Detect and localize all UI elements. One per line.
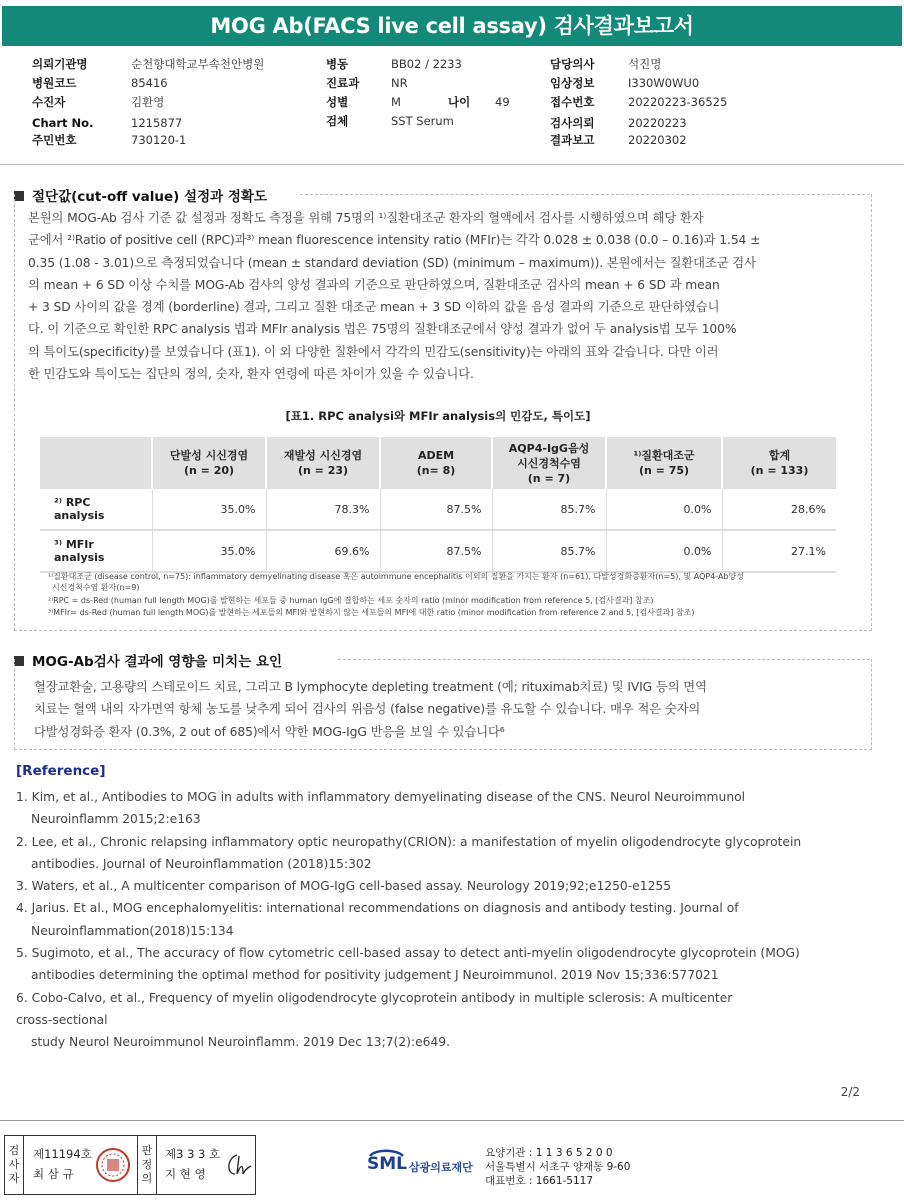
- info-divider: [0, 164, 904, 165]
- table-header: 합계 (n = 133): [722, 437, 836, 489]
- table-header: ¹⁾질환대조군 (n = 75): [606, 437, 722, 489]
- text-line: 군에서 ²⁾Ratio of positive cell (RPC)과³⁾ mean fluorescence intensity ratio (MFIr)는 각각 0.028 ± 0.038 (0.0 – 0.16)과 1.54 ±: [28, 233, 761, 248]
- reference-heading: [Reference]: [16, 763, 106, 779]
- table-cell: 78.3%: [266, 489, 380, 530]
- signature-icon: [223, 1150, 253, 1180]
- value-specimen: SST Serum: [391, 114, 454, 128]
- table-footnote: 시신경척수염 환자(n=9): [52, 583, 140, 592]
- judge-name: 지 현 영: [165, 1167, 206, 1181]
- table-row: [40, 489, 836, 530]
- judge-label: 판정의: [137, 1136, 157, 1194]
- tester-name: 최 삼 규: [33, 1167, 74, 1181]
- table-footnote: ³⁾MFIr= ds-Red (human full length MOG)를 발현하는 세포들의 MFI와 발현하지 않는 세포들의 MFI에 대한 ratio (minor modification from reference 2 and 5, [검사결과] 참조): [48, 608, 695, 617]
- institution-code: 요양기관 : 1 1 3 6 5 2 0 0: [485, 1147, 613, 1159]
- table-cell: 35.0%: [152, 530, 266, 572]
- reference-line: 2. Lee, et al., Chronic relapsing inflammatory optic neuropathy(CRION): a manifestation of myelin oligodendrocyte glycoprotein: [16, 834, 802, 849]
- reference-line: 4. Jarius. Et al., MOG encephalomyelitis: international recommendations on diagnosis and antibody testing. Journal of: [16, 901, 739, 916]
- value-ward: BB02 / 2233: [391, 57, 462, 71]
- seal-icon: [95, 1147, 131, 1183]
- table-cell: 35.0%: [152, 489, 266, 530]
- label-ward: 병동: [326, 57, 349, 71]
- table-row: [40, 530, 836, 572]
- address: 서울특별시 서초구 양재동 9-60: [485, 1161, 631, 1173]
- label-receipt-no: 접수번호: [550, 95, 595, 109]
- reference-line: Neuroinflammation(2018)15:134: [31, 923, 234, 938]
- table-corner: [40, 437, 152, 489]
- value-age: 49: [495, 95, 510, 109]
- value-sex: M: [391, 95, 401, 109]
- text-line: 0.35 (1.08 - 3.01)으로 측정되었습니다 (mean ± standard deviation (SD) (minimum – maximum)). 본원에서는 질환대조군 검사: [28, 255, 756, 270]
- table-header: 재발성 시신경염 (n = 23): [266, 437, 380, 489]
- table-footnote: ¹⁾질환대조군 (disease control, n=75): inflammatory demyelinating disease 혹은 autoimmune encephalitis 이외의 질환을 가지는 환자 (n=61), 다발성경화증환자(n=5), 및 AQP4-Ab양성: [48, 572, 744, 581]
- table-cell: 87.5%: [380, 530, 492, 572]
- value-receipt-no: 20220223-36525: [628, 95, 728, 109]
- text-line: 한 민감도와 특이도는 집단의 정의, 숫자, 환자 연령에 따른 차이가 있을 수 있습니다.: [28, 367, 474, 382]
- signature-box: [4, 1135, 256, 1195]
- table-caption: [표1. RPC analysi와 MFIr analysis의 민감도, 특이도]: [285, 409, 591, 423]
- table-cell: 28.6%: [722, 489, 836, 530]
- label-clinical-info: 임상정보: [550, 76, 595, 90]
- section-factors-text: [34, 676, 707, 743]
- text-line: 의 mean + 6 SD 이상 수치를 MOG-Ab 검사의 양성 결과의 기준으로 판단하였으며, 질환대조군 검사의 mean + 6 SD 과 mean: [28, 277, 720, 292]
- text-line: 혈장교환술, 고용량의 스테로이드 치료, 그리고 B lymphocyte depleting treatment (예; rituximab치료) 및 IVIG 등의 면역: [34, 680, 707, 694]
- label-hospital-code: 병원코드: [32, 76, 77, 90]
- tester-label: 검사자: [5, 1136, 24, 1194]
- phone: 대표번호 : 1661-5117: [485, 1175, 594, 1187]
- label-report-date: 결과보고: [550, 133, 595, 147]
- logo-text: 삼광의료재단: [409, 1161, 473, 1174]
- value-department: NR: [391, 76, 408, 90]
- table-cell: 0.0%: [606, 489, 722, 530]
- reference-line: cross-sectional: [16, 1012, 108, 1027]
- sensitivity-table: [40, 437, 836, 573]
- text-line: 다발성경화증 환자 (0.3%, 2 out of 685)에서 약한 MOG-IgG 반응을 보일 수 있습니다⁶: [34, 724, 505, 739]
- footer-divider: [0, 1120, 904, 1121]
- label-patient-name: 수진자: [32, 95, 66, 109]
- reference-line: 5. Sugimoto, et al., The accuracy of flow cytometric cell-based assay to detect anti-myelin oligodendrocyte glycoprotein (MOG): [16, 946, 800, 961]
- text-line: 의 특이도(specificity)를 보였습니다 (표1). 이 외 다양한 질환에서 각각의 민감도(sensitivity)는 아래의 표와 같습니다. 다만 이러: [28, 344, 719, 359]
- label-department: 진료과: [326, 76, 360, 90]
- judge-license: 제3 3 3 호: [165, 1147, 221, 1161]
- reference-line: antibodies determining the optimal method for positivity judgement J Neuroimmunol. 2019 Nov 15;336:577021: [31, 968, 719, 983]
- label-requesting-org: 의뢰기관명: [32, 57, 88, 71]
- table-cell: 87.5%: [380, 489, 492, 530]
- table-cell: 0.0%: [606, 530, 722, 572]
- label-resident-no: 주민번호: [32, 133, 77, 147]
- text-line: + 3 SD 사이의 값을 경계 (borderline) 결과, 그리고 질환 대조군 mean + 3 SD 이하의 값을 음성 결과의 기준으로 판단하였습니: [28, 300, 720, 315]
- value-clinical-info: I330W0WU0: [628, 76, 700, 90]
- value-request-date: 20220223: [628, 116, 687, 130]
- value-patient-name: 김환영: [131, 95, 165, 109]
- tester-license: 제11194호: [33, 1147, 92, 1161]
- text-line: 본원의 MOG-Ab 검사 기준 값 설정과 정확도 측정을 위해 75명의 ¹⁾질환대조군 환자의 혈액에서 검사를 시행하였으며 해당 환자: [28, 211, 704, 225]
- label-physician: 담당의사: [550, 57, 595, 71]
- table-cell: 85.7%: [492, 530, 606, 572]
- label-specimen: 검체: [326, 114, 349, 128]
- table-footnote: ²⁾RPC = ds-Red (human full length MOG)를 발현하는 세포들 중 human IgG에 결합하는 세포 숫자의 ratio (minor modification from reference 5, [검사결과] 참조): [48, 596, 654, 605]
- company-logo: [367, 1146, 477, 1184]
- section-cutoff-text: [28, 207, 760, 385]
- table-header-row: [40, 437, 836, 489]
- text-line: 다. 이 기준으로 확인한 RPC analysis 법과 MFIr analysis 법은 75명의 질환대조군에서 양성 결과가 없어 두 analysis법 모두 100%: [28, 322, 737, 337]
- value-resident-no: 730120-1: [131, 133, 187, 147]
- label-chart-no: Chart No.: [32, 116, 94, 130]
- value-report-date: 20220302: [628, 133, 687, 147]
- reference-line: 3. Waters, et al., A multicenter comparison of MOG-IgG cell-based assay. Neurology 2019;92;e1250-e1255: [16, 879, 672, 894]
- table-header: ADEM (n= 8): [380, 437, 492, 489]
- label-age: 나이: [448, 95, 471, 109]
- reference-line: 1. Kim, et al., Antibodies to MOG in adults with inflammatory demyelinating disease of the CNS. Neurol Neuroimmunol: [16, 790, 746, 804]
- section-factors-title: MOG-Ab검사 결과에 영향을 미치는 요인: [32, 654, 283, 670]
- table-cell: 69.6%: [266, 530, 380, 572]
- value-requesting-org: 순천향대학교부속천안병원: [131, 57, 265, 71]
- page-number: 2/2: [840, 1085, 860, 1099]
- logo-mark: SML: [367, 1154, 407, 1174]
- label-request-date: 검사의뢰: [550, 116, 595, 130]
- label-sex: 성별: [326, 95, 349, 109]
- reference-list: [16, 786, 801, 1054]
- reference-line: study Neurol Neuroimmunol Neuroinflamm. 2019 Dec 13;7(2):e649.: [31, 1035, 451, 1050]
- reference-line: Neuroinflamm 2015;2:e163: [31, 812, 201, 827]
- table-header: 단발성 시신경염 (n = 20): [152, 437, 266, 489]
- row-label: ²⁾ RPC analysis: [40, 489, 152, 530]
- table-header: AQP4-IgG음성 시신경척수염 (n = 7): [492, 437, 606, 489]
- reference-line: 6. Cobo-Calvo, et al., Frequency of myelin oligodendrocyte glycoprotein antibody in multiple sclerosis: A multicenter: [16, 990, 733, 1005]
- row-label: ³⁾ MFIr analysis: [40, 530, 152, 572]
- value-chart-no: 1215877: [131, 116, 183, 130]
- reference-line: antibodies. Journal of Neuroinflammation (2018)15:302: [31, 856, 372, 871]
- table-cell: 27.1%: [722, 530, 836, 572]
- value-physician: 석진명: [628, 57, 662, 71]
- text-line: 치료는 혈액 내의 자가면역 항체 농도를 낮추게 되어 검사의 위음성 (false negative)를 유도할 수 있습니다. 매우 적은 숫자의: [34, 702, 701, 717]
- table-cell: 85.7%: [492, 489, 606, 530]
- report-title: MOG Ab(FACS live cell assay) 검사결과보고서: [2, 6, 902, 46]
- value-hospital-code: 85416: [131, 76, 168, 90]
- section-cutoff-title: 절단값(cut-off value) 설정과 정확도: [32, 189, 267, 205]
